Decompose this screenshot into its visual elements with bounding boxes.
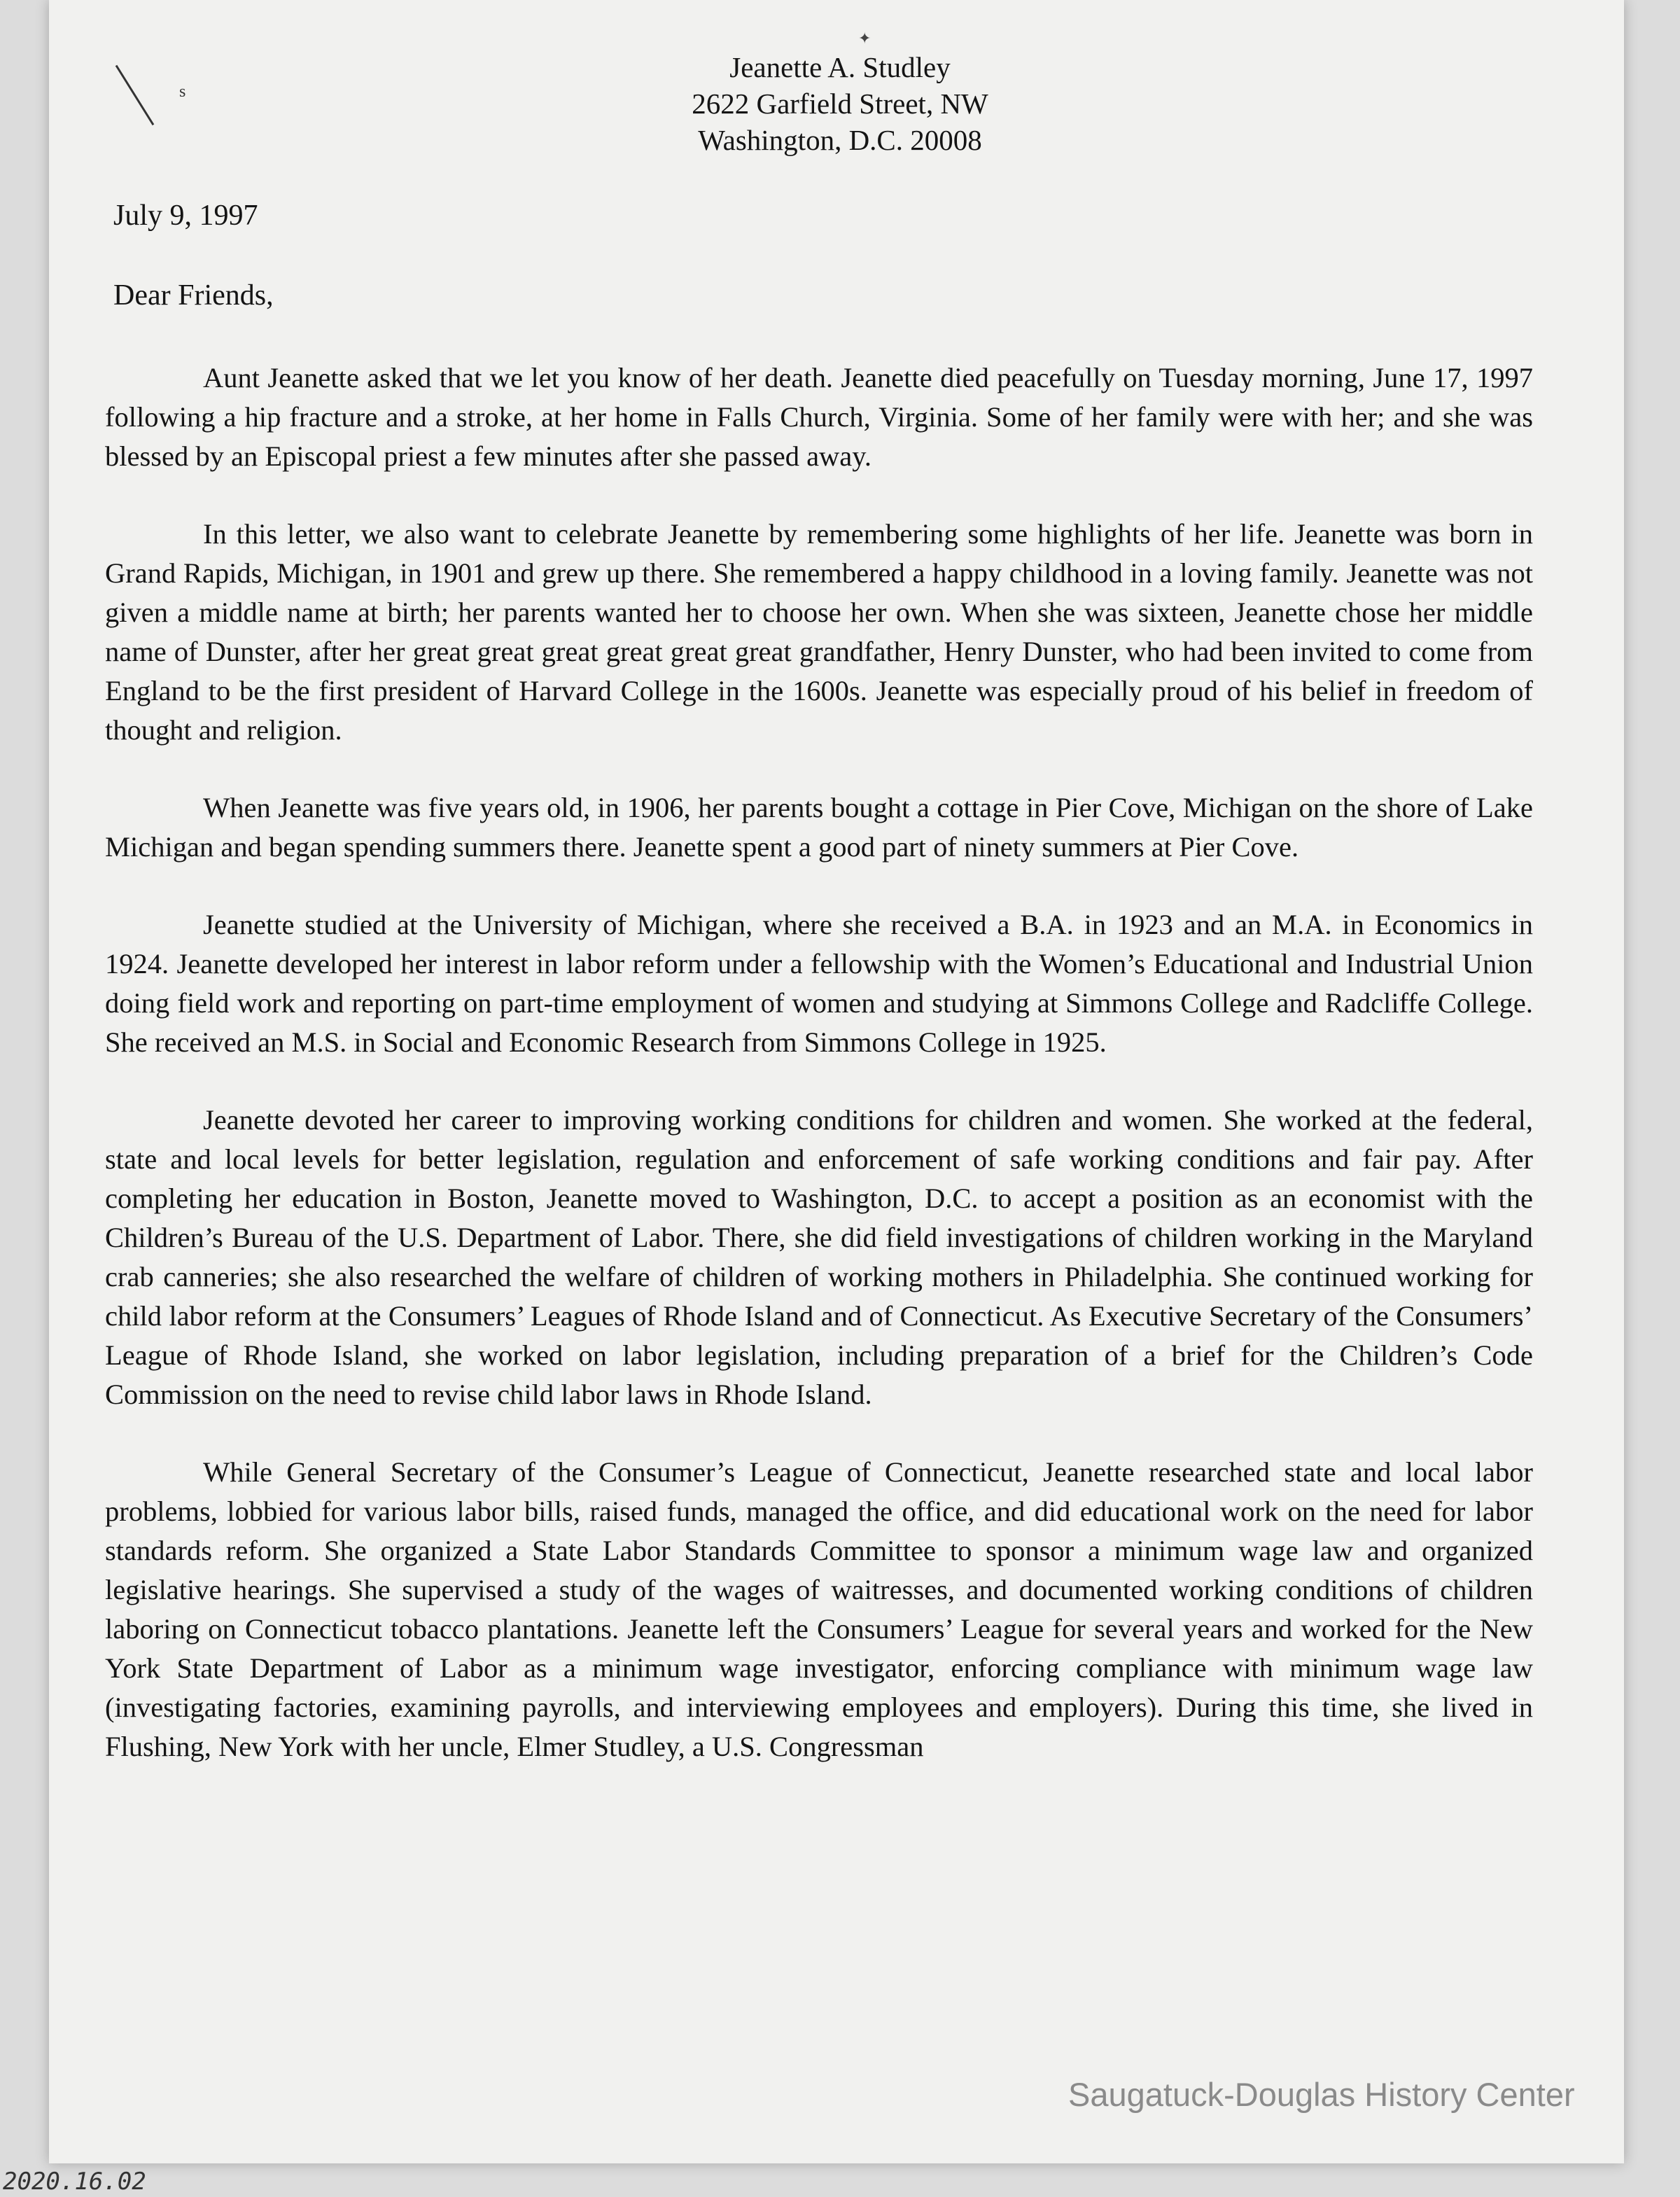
- letterhead: [0, 49, 1680, 158]
- paragraph-early-life: In this letter, we also want to celebrate Jeanette by remembering some highlights of her life. Jeanette was born in Grand Rapids, Michigan, in 1901 and grew up there. She remembered a happy childhood in a loving family. Jeanette was not given a middle name at birth; her parents wanted her to choose her own. When she was sixteen, Jeanette chose her middle name of Dunster, after her great great great great great great grandfather, Henry Dunster, who had been invited to come from England to be the first president of Harvard College in the 1600s. Jeanette was especially proud of his belief in freedom of thought and religion.: [105, 518, 1533, 746]
- paragraph-death-notice: Aunt Jeanette asked that we let you know of her death. Jeanette died peacefully on Tuesday morning, June 17, 1997 following a hip fracture and a stroke, at her home in Falls Church, Virginia. Some of her family were with her; and she was blessed by an Episcopal priest a few minutes after she passed away.: [105, 362, 1533, 472]
- salutation: Dear Friends,: [113, 279, 274, 312]
- paragraph-connecticut: While General Secretary of the Consumer’s League of Connecticut, Jeanette researched state and local labor problems, lobbied for various labor bills, raised funds, managed the office, and did educational work on the need for labor standards reform. She organized a State Labor Standards Committee to sponsor a minimum wage law and organized legislative hearings. She supervised a study of the wages of waitresses, and documented working conditions of children laboring on Connecticut tobacco plantations. Jeanette left the Consumers’ League for several years and worked for the New York State Department of Labor as a minimum wage investigator, enforcing compliance with minimum wage law (investigating factories, examining payrolls, and interviewing employees and employers). During this time, she lived in Flushing, New York with her uncle, Elmer Studley, a U.S. Congressman: [105, 1456, 1533, 1762]
- paragraph-career: Jeanette devoted her career to improving working conditions for children and women. She worked at the federal, state and local levels for better legislation, regulation and enforcement of safe working conditions and fair pay. After completing her education in Boston, Jeanette moved to Washington, D.C. to accept a position as an economist with the Children’s Bureau of the U.S. Department of Labor. There, she did field investigations of children working in the Maryland crab canneries; she also researched the welfare of children of working mothers in Philadelphia. She continued working for child labor reform at the Consumers’ Leagues of Rhode Island and of Connecticut. As Executive Secretary of the Consumers’ League of Rhode Island, she worked on labor legislation, including preparation of a brief for the Children’s Code Commission on the need to revise child labor laws in Rhode Island.: [105, 1104, 1533, 1410]
- accession-number: 2020.16.02: [3, 2168, 146, 2196]
- sender-name: Jeanette A. Studley: [729, 51, 951, 83]
- paragraph-education: Jeanette studied at the University of Michigan, where she received a B.A. in 1923 and an M.A. in Economics in 1924. Jeanette developed her interest in labor reform under a fellowship with the Women’s Educational and Industrial Union doing field work and reporting on part-time employment of women and studying at Simmons College and Radcliffe College. She received an M.S. in Social and Economic Research from Simmons College in 1925.: [105, 909, 1533, 1058]
- sender-address-line1: 2622 Garfield Street, NW: [692, 88, 988, 120]
- letter-date: July 9, 1997: [113, 200, 258, 232]
- pen-tick-mark: s: [179, 83, 186, 101]
- paragraph-pier-cove: When Jeanette was five years old, in 1906, her parents bought a cottage in Pier Cove, Michigan on the shore of Lake Michigan and began spending summers there. Jeanette spent a good part of ninety summers at Pier Cove.: [105, 792, 1533, 863]
- sender-address-line2: Washington, D.C. 20008: [698, 124, 982, 156]
- letter-body: [105, 358, 1533, 1805]
- ink-smudge: ✦: [858, 29, 872, 47]
- archive-watermark: Saugatuck-Douglas History Center: [1068, 2076, 1575, 2113]
